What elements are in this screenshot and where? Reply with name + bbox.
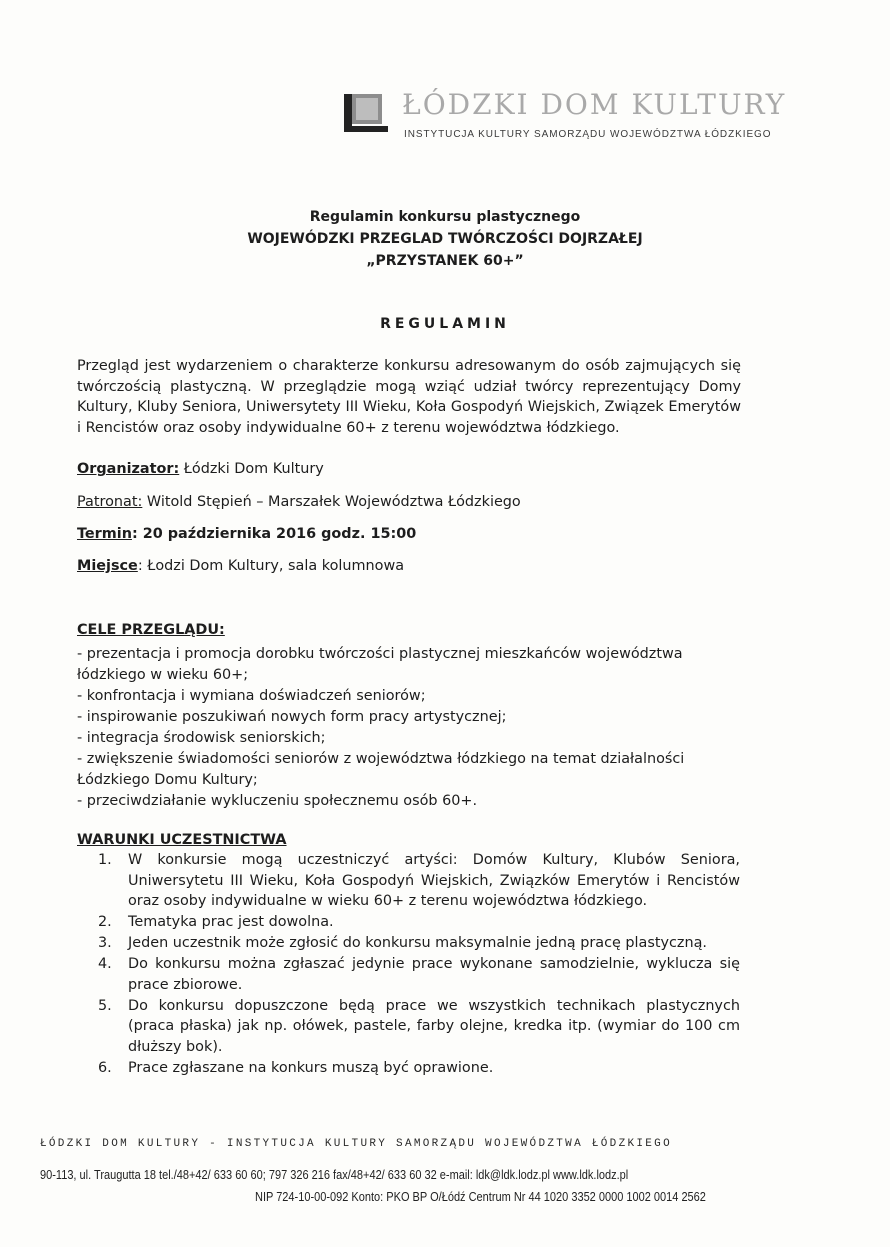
organizer-label: Organizator: [77,461,180,477]
list-item [98,933,740,954]
conditions-title: WARUNKI UCZESTNICTWA [77,832,287,848]
patron-field [77,494,521,510]
item-number: 4. [98,956,112,972]
item-text: W konkursie mogą uczestniczyć artyści: Domów Kultury, Klubów Seniora, Uniwersytetu III Wieku, Koła Gospodyń Wiejskich, Związków Emerytów i Rencistów oraz osoby indywidualne w wieku 60+ z terenu województwa łódzkiego. [128,852,740,909]
item-text: Do konkursu można zgłaszać jedynie prace wykonane samodzielnie, wyklucza się prace zbiorowe. [128,956,740,993]
institution-logo [342,84,787,148]
list-item: - zwiększenie świadomości seniorów z województwa łódzkiego na temat działalności Łódzkiego Domu Kultury; [77,751,685,788]
date-label: Termin [77,526,132,542]
footer-address: 90-113, ul. Traugutta 18 tel./48+42/ 633 60 60; 797 326 216 fax/48+42/ 633 60 32 e-mail: ldk@ldk.lodz.pl www.ldk.lodz.pl [40,1168,629,1182]
item-text: Tematyka prac jest dowolna. [128,914,334,930]
title-line-3: „PRZYSTANEK 60+” [366,253,524,269]
list-item [98,850,740,912]
list-item: - przeciwdziałanie wykluczeniu społecznemu osób 60+. [77,793,478,809]
item-number: 1. [98,852,112,868]
item-number: 6. [98,1059,112,1076]
item-text: Prace zgłaszane na konkurs muszą być oprawione. [128,1059,494,1076]
logo-subtitle: INSTYTUCJA KULTURY SAMORZĄDU WOJEWÓDZTWA ŁÓDZKIEGO [404,128,772,140]
place-field [77,558,404,574]
organizer-value: Łódzki Dom Kultury [179,461,324,477]
regulamin-heading: REGULAMIN [380,316,510,332]
list-item: - konfrontacja i wymiana doświadczeń seniorów; [77,688,426,704]
item-text: Do konkursu dopuszczone będą prace we wszystkich technikach plastycznych (praca płaska) jak np. ołówek, pastele, farby olejne, kredka itp. (wymiar do 100 cm dłuższy bok). [128,997,740,1055]
footer-bank: NIP 724-10-00-092 Konto: PKO BP O/Łódź Centrum Nr 44 1020 3352 0000 1002 0014 2562 [255,1190,706,1204]
place-label: Miejsce [77,558,138,574]
list-item [98,996,740,1058]
item-number: 2. [98,914,112,930]
item-text: Jeden uczestnik może zgłosić do konkursu maksymalnie jedną pracę plastyczną. [128,935,707,951]
list-item [98,954,740,995]
item-number: 5. [98,997,112,1014]
organizer-field [77,461,324,477]
document-title [0,206,890,272]
title-line-2: WOJEWÓDZKI PRZEGLAD TWÓRCZOŚCI DOJRZAŁEJ [247,231,643,247]
goals-title: CELE PRZEGLĄDU: [77,622,225,638]
item-number: 3. [98,935,112,951]
list-item [98,1058,740,1079]
list-item: - prezentacja i promocja dorobku twórczości plastycznej mieszkańców województwa łódzkiego w wieku 60+; [77,646,683,683]
list-item: - inspirowanie poszukiwań nowych form pracy artystycznej; [77,709,507,725]
list-item: - integracja środowisk seniorskich; [77,730,326,746]
patron-value: Witold Stępień – Marszałek Województwa Łódzkiego [142,494,521,510]
place-value: : Łodzi Dom Kultury, sala kolumnowa [137,558,405,574]
goals-list [77,644,717,812]
patron-label: Patronat: [77,494,143,510]
logo-name: ŁÓDZKI DOM KULTURY [402,88,787,121]
date-value: : 20 października 2016 godz. 15:00 [131,526,417,542]
title-line-1: Regulamin konkursu plastycznego [309,209,581,225]
date-field [77,526,416,542]
list-item [98,912,740,933]
footer-institution-name: ŁÓDZKI DOM KULTURY - INSTYTUCJA KULTURY SAMORZĄDU WOJEWÓDZTWA ŁÓDZKIEGO [40,1138,672,1150]
intro-paragraph: Przegląd jest wydarzeniem o charakterze konkursu adresowanym do osób zajmujących się twórczością plastyczną. W przeglądzie mogą wziąć udział twórcy reprezentujący Domy Kultury, Kluby Seniora, Uniwersytety III Wieku, Koła Gospodyń Wiejskich, Związek Emerytów i Rencistów oraz osoby indywidualne 60+ z terenu województwa łódzkiego. [77,358,741,436]
ldk-logo-icon [342,88,390,136]
conditions-list [98,850,740,1079]
